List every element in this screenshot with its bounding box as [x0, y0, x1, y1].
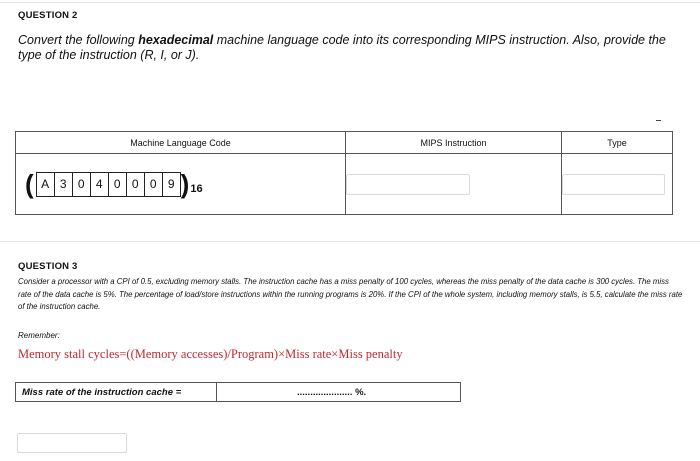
hex-digit: 0 [72, 172, 91, 197]
question-divider [0, 241, 700, 242]
hex-digit: 0 [144, 172, 163, 197]
hex-base-subscript: 16 [190, 183, 203, 195]
hex-digit: 3 [54, 172, 73, 197]
question3-prompt: Consider a processor with a CPI of 0.5, excluding memory stalls. The instruction cache has a miss penalty of 100 cycles, whereas the miss penalty of the data cache is 300 cycles. The miss rate of the data cache is 5%. The percentage of load/store instructions within the running programs is 20%. If the CPI of the whole system, including memory stalls, is 5.5, calculate the miss rate of the instruction cache. [18, 277, 683, 311]
hex-code-display [24, 166, 345, 202]
conversion-table [15, 131, 673, 215]
instruction-type-input[interactable] [562, 174, 665, 195]
hex-digit: 0 [126, 172, 145, 197]
column-header-type: Type [562, 132, 673, 154]
remember-label: Remember: [18, 331, 60, 340]
column-header-mips-instruction: MIPS Instruction [346, 132, 562, 154]
hex-digit: 9 [162, 172, 181, 197]
close-paren: ) [180, 169, 190, 199]
top-divider [0, 2, 700, 3]
hex-digit: 4 [90, 172, 109, 197]
hex-digit: A [36, 172, 55, 197]
question2-heading: QUESTION 2 [18, 10, 78, 21]
miss-rate-blank[interactable]: ..................... %. [297, 387, 367, 398]
machine-code-cell [16, 154, 346, 215]
hex-digit: 0 [108, 172, 127, 197]
decorative-dash [656, 120, 661, 121]
open-paren: ( [25, 169, 34, 199]
miss-rate-answer-row [15, 382, 461, 402]
mips-instruction-cell [346, 154, 562, 215]
answer-input-box[interactable] [17, 433, 127, 453]
miss-rate-label: Miss rate of the instruction cache = [16, 383, 217, 401]
question2-prompt: Convert the following hexadecimal machine language code into its corresponding MIPS instruction. Also, provide the type of the instruction (R, I, or J). [18, 33, 666, 62]
question3-heading: QUESTION 3 [18, 261, 78, 272]
mips-instruction-input[interactable] [346, 174, 470, 195]
memory-stall-formula: Memory stall cycles=((Memory accesses)/Program)×Miss rate×Miss penalty [18, 347, 403, 361]
column-header-machine-code: Machine Language Code [16, 132, 346, 154]
type-cell [562, 154, 673, 215]
